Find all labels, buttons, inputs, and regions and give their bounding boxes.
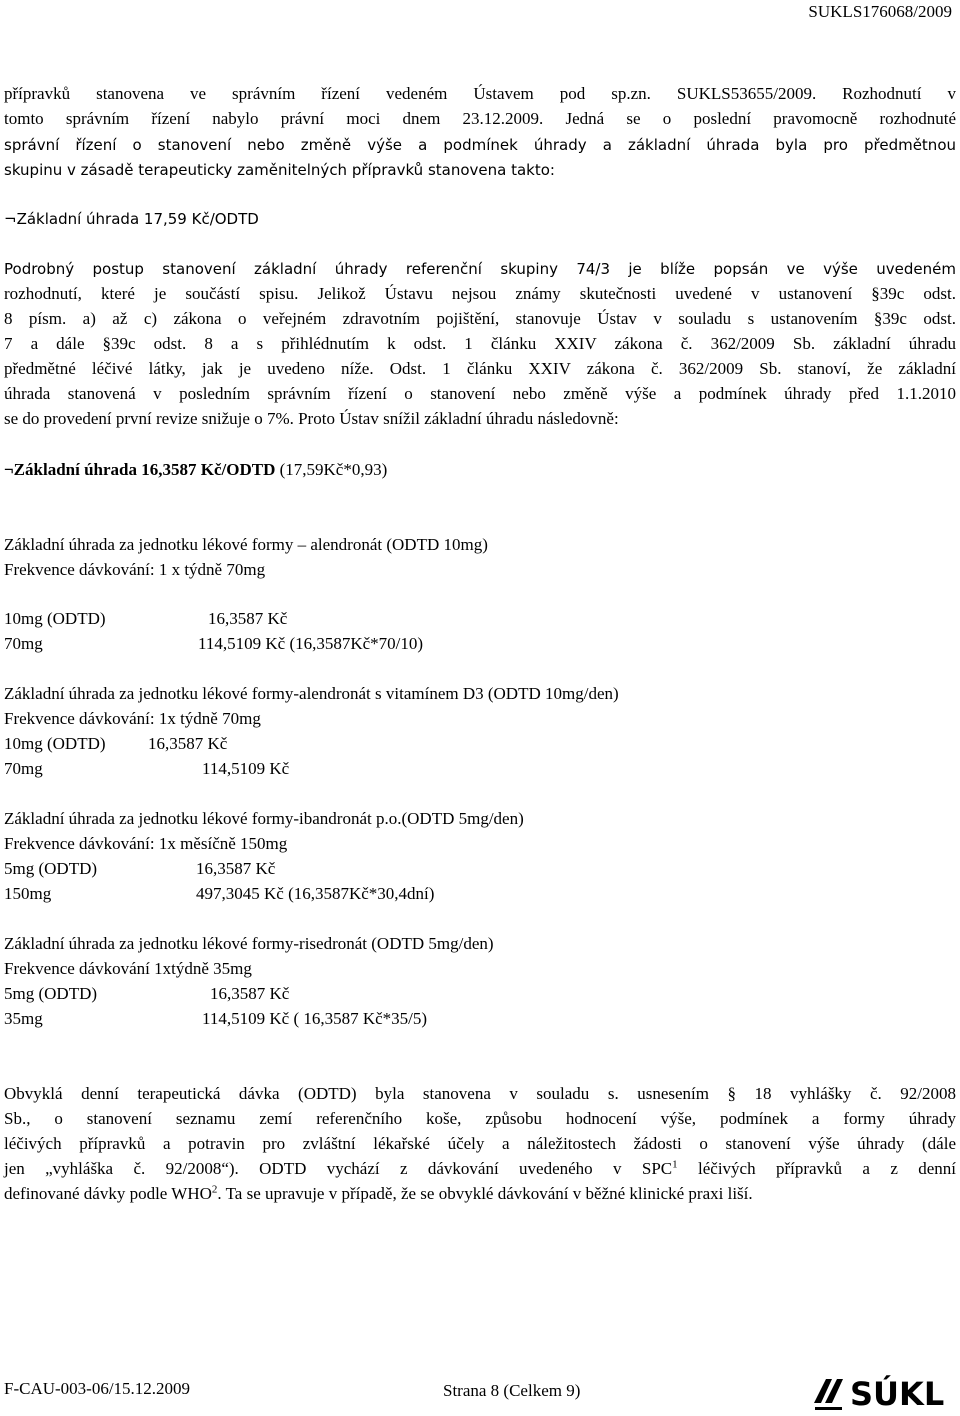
group-2-row-2	[4, 757, 956, 781]
group-2-title: Základní úhrada za jednotku lékové formy-alendronát s vitamínem D3 (ODTD 10mg/den)	[4, 684, 619, 703]
document-id-header: SUKLS176068/2009	[808, 2, 952, 21]
detail-line-7: se do provedení první revize snižuje o 7%. Proto Ústav snížil základní úhradu následovně:	[4, 409, 619, 428]
row-value: 16,3587 Kč	[196, 859, 276, 878]
detail-line-6: úhrada stanovená v posledním správním řízení o stanovení nebo změně výše a podmínek úhrady před 1.1.2010	[4, 384, 956, 403]
footnote-ref-1: 1	[672, 1158, 678, 1171]
footer-page-number: Strana 8 (Celkem 9)	[443, 1381, 581, 1400]
row-value: 497,3045 Kč (16,3587Kč*30,4dní)	[196, 884, 435, 903]
closing-line-5-text-b: . Ta se upravuje v případě, že se obvyklé dávkování v běžné klinické praxi liší.	[217, 1184, 753, 1203]
group-2-frequency: Frekvence dávkování: 1x týdně 70mg	[4, 709, 261, 728]
sukl-logo-icon	[814, 1379, 843, 1410]
intro-line-4: skupinu v zásadě terapeuticky zaměnitelných přípravků stanovena takto:	[4, 161, 555, 179]
intro-line-3: správní řízení o stanovení nebo změně výše a podmínek úhrady a základní úhrada byla pro předmětnou	[4, 136, 956, 154]
group-1-title: Základní úhrada za jednotku lékové formy – alendronát (ODTD 10mg)	[4, 535, 488, 554]
sukl-logo	[812, 1373, 956, 1411]
sukl-logo-graphic	[812, 1373, 956, 1411]
group-2-row-1	[4, 732, 956, 756]
basic-reimbursement-reduced	[4, 458, 956, 482]
intro-line-1: přípravků stanovena ve správním řízení vedeném Ústavem pod sp.zn. SUKLS53655/2009. Rozhodnutí v	[4, 84, 956, 103]
row-label: 10mg (ODTD)	[4, 609, 106, 628]
closing-line-5-text-a: definované dávky podle WHO	[4, 1184, 212, 1203]
closing-line-4-text-b: léčivých přípravků a z denní	[677, 1159, 956, 1178]
group-4-frequency: Frekvence dávkování 1xtýdně 35mg	[4, 959, 252, 978]
row-value: 16,3587 Kč	[210, 984, 290, 1003]
row-value: 114,5109 Kč ( 16,3587 Kč*35/5)	[202, 1009, 428, 1028]
group-1-row-2	[4, 632, 956, 656]
row-value: 114,5109 Kč (16,3587Kč*70/10)	[198, 634, 424, 653]
detail-line-2: rozhodnutí, které je součástí spisu. Jelikož Ústavu nejsou známy skutečnosti uvedené v ustanovení §39c odst.	[4, 284, 956, 303]
closing-line-5	[4, 1182, 956, 1206]
closing-line-4-text-a: jen „vyhláška č. 92/2008“). ODTD vychází z dávkování uvedeného v SPC	[4, 1159, 673, 1178]
basic-reimbursement-reduced-calc: (17,59Kč*0,93)	[275, 460, 388, 479]
row-value: 16,3587 Kč	[148, 734, 228, 753]
group-3-title: Základní úhrada za jednotku lékové formy-ibandronát p.o.(ODTD 5mg/den)	[4, 809, 524, 828]
intro-line-2: tomto správním řízení nabylo právní moci dnem 23.12.2009. Jedná se o poslední pravomocně rozhodnuté	[4, 109, 956, 128]
basic-reimbursement-reduced-bold: ¬Základní úhrada 16,3587 Kč/ODTD	[4, 460, 276, 479]
row-value: 16,3587 Kč	[208, 609, 288, 628]
row-label: 70mg	[4, 634, 43, 653]
group-3-row-2	[4, 882, 956, 906]
group-3-frequency: Frekvence dávkování: 1x měsíčně 150mg	[4, 834, 288, 853]
group-1-frequency: Frekvence dávkování: 1 x týdně 70mg	[4, 560, 266, 579]
row-label: 5mg (ODTD)	[4, 984, 98, 1003]
row-label: 35mg	[4, 1009, 43, 1028]
group-4-title: Základní úhrada za jednotku lékové formy-risedronát (ODTD 5mg/den)	[4, 934, 494, 953]
group-3-row-1	[4, 857, 956, 881]
closing-line-2: Sb., o stanovení seznamu zemí referenčního koše, způsobu hodnocení výše, podmínek a formy úhrady	[4, 1109, 956, 1128]
row-label: 5mg (ODTD)	[4, 859, 98, 878]
group-1-row-1	[4, 607, 956, 631]
closing-line-3: léčivých přípravků a potravin pro zvláštní lékařské účely a náležitostech žádosti o stanovení výše úhrady (dále	[4, 1134, 956, 1153]
basic-reimbursement-original: ¬Základní úhrada 17,59 Kč/ODTD	[4, 210, 259, 228]
footnote-ref-2: 2	[211, 1183, 218, 1196]
row-label: 150mg	[4, 884, 52, 903]
row-label: 70mg	[4, 759, 43, 778]
group-4-row-2	[4, 1007, 956, 1031]
row-label: 10mg (ODTD)	[4, 734, 106, 753]
group-4-row-1	[4, 982, 956, 1006]
closing-line-4	[4, 1157, 956, 1181]
detail-line-5: předmětné léčivé látky, jak je uvedeno níže. Odst. 1 článku XXIV zákona č. 362/2009 Sb. stanoví, že základní	[4, 359, 956, 378]
sukl-logo-text: SÚKL	[850, 1375, 945, 1411]
detail-line-4: 7 a dále §39c odst. 8 a s přihlédnutím k odst. 1 článku XXIV zákona č. 362/2009 Sb. základní úhradu	[4, 334, 956, 353]
footer-form-id: F-CAU-003-06/15.12.2009	[4, 1379, 191, 1398]
detail-line-1: Podrobný postup stanovení základní úhrady referenční skupiny 74/3 je blíže popsán ve výše uvedeném	[4, 260, 956, 278]
closing-line-1: Obvyklá denní terapeutická dávka (ODTD) byla stanovena v souladu s. usnesením § 18 vyhlášky č. 92/2008	[4, 1084, 956, 1103]
detail-line-3: 8 písm. a) až c) zákona o veřejném zdravotním pojištění, stanovuje Ústav v souladu s ustanovením §39c odst.	[4, 309, 956, 328]
row-value: 114,5109 Kč	[202, 759, 290, 778]
